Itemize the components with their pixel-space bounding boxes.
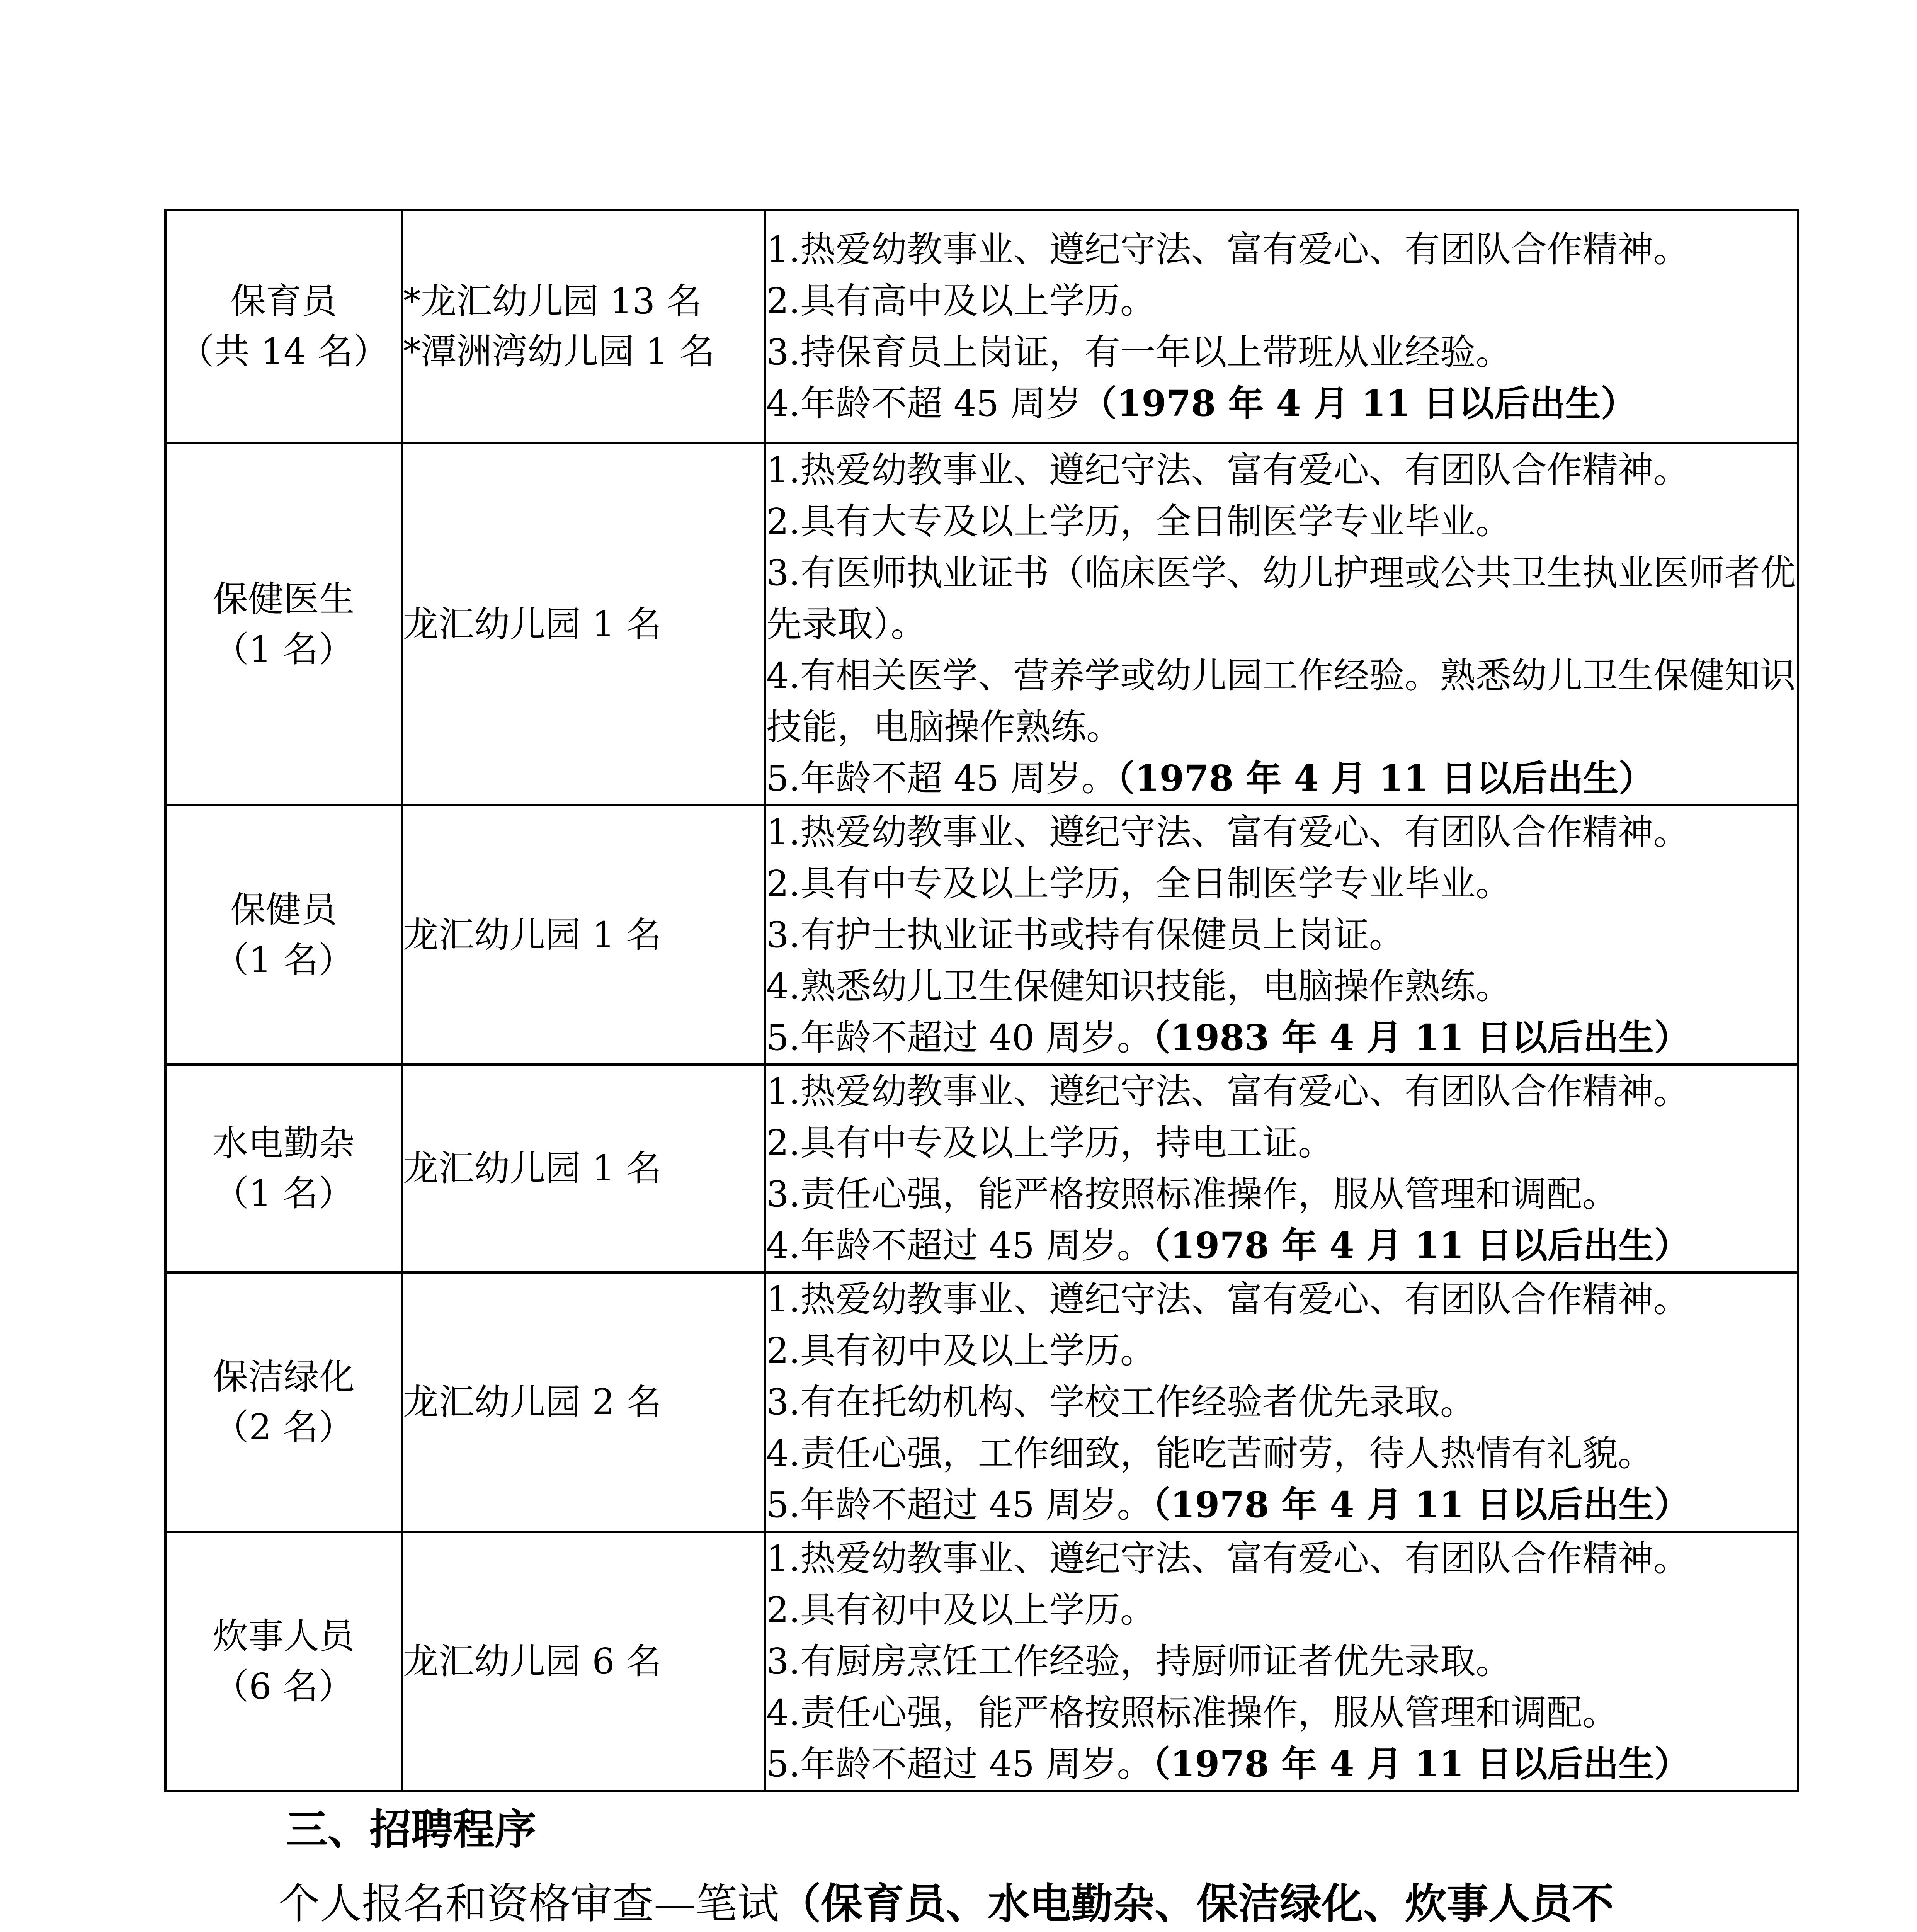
requirement-item [766,224,1797,275]
recruitment-flow-line1 [278,1875,1614,1932]
requirement-item [766,1533,1797,1584]
requirement-item [766,547,1797,650]
position-count: （6 名） [213,1665,354,1707]
requirement-item [766,1428,1797,1479]
requirement-text: 2.具有中专及以上学历，持电工证。 [766,1122,1334,1163]
requirement-text: 2.具有中专及以上学历，全日制医学专业毕业。 [766,863,1511,904]
unit-cell [402,1272,765,1532]
table-row [165,1065,1798,1272]
requirement-text: 2.具有初中及以上学历。 [766,1330,1156,1371]
requirement-item [766,1325,1797,1376]
unit-cell [402,805,765,1065]
requirement-item [766,275,1797,327]
requirement-text: 3.有在托幼机构、学校工作经验者优先录取。 [766,1381,1476,1423]
flow-bold-1: （保育员、水电勤杂、保洁绿化、炊事人员不 [779,1879,1614,1928]
position-count: （1 名） [213,939,354,981]
requirement-item [766,1738,1797,1790]
requirements-cell [765,1532,1798,1791]
requirement-birthdate: （1978 年 4 月 11 日以后出生） [1081,383,1636,424]
requirement-text: 4.熟悉幼儿卫生保健知识技能，电脑操作熟练。 [766,966,1511,1007]
unit-quota: 龙汇幼儿园 1 名 [403,1148,662,1189]
position-name: 水电勤杂 [212,1122,355,1164]
table-row [165,805,1798,1065]
position-name: 保健员 [230,889,337,930]
requirement-item [766,1479,1797,1531]
requirement-text: 5.年龄不超过 45 周岁。 [766,1484,1153,1526]
position-name: 保洁绿化 [212,1356,355,1398]
requirement-text: 1.热爱幼教事业、遵纪守法、富有爱心、有团队合作精神。 [766,229,1689,270]
requirement-item [766,1687,1797,1738]
requirement-item [766,496,1797,547]
unit-quota: *龙汇幼儿园 13 名 [403,281,702,322]
requirement-text: 4.年龄不超 45 周岁 [766,383,1082,424]
requirement-birthdate: （1983 年 4 月 11 日以后出生） [1152,1017,1690,1058]
requirement-birthdate: （1978 年 4 月 11 日以后出生） [1117,757,1654,799]
position-count: （1 名） [213,1173,354,1214]
requirement-item [766,753,1797,804]
table-row [165,1272,1798,1532]
requirement-text: 4.年龄不超过 45 周岁。 [766,1225,1153,1266]
requirement-text: 4.责任心强，工作细致，能吃苦耐劳，待人热情有礼貌。 [766,1433,1653,1474]
requirement-item [766,1376,1797,1428]
section3-heading: 三、招聘程序 [286,1805,537,1854]
unit-cell [402,1532,765,1791]
position-cell [165,443,402,805]
requirements-cell [765,210,1798,443]
requirement-text: 1.热爱幼教事业、遵纪守法、富有爱心、有团队合作精神。 [766,1071,1689,1112]
requirement-item [766,444,1797,496]
requirement-text: 3.有护士执业证书或持有保健员上岗证。 [766,914,1405,956]
positions-table [164,209,1799,1792]
unit-quota: *潭洲湾幼儿园 1 名 [403,331,715,372]
position-name: 保育员 [230,281,337,322]
requirement-text: 3.有厨房烹饪工作经验，持厨师证者优先录取。 [766,1641,1511,1682]
requirement-item [766,327,1797,378]
requirement-item [766,961,1797,1012]
requirement-birthdate: （1978 年 4 月 11 日以后出生） [1152,1484,1690,1526]
requirement-text: 1.热爱幼教事业、遵纪守法、富有爱心、有团队合作精神。 [766,1538,1689,1579]
requirement-text: 1.热爱幼教事业、遵纪守法、富有爱心、有团队合作精神。 [766,449,1689,491]
position-count: （1 名） [213,628,354,670]
position-cell [165,1272,402,1532]
position-cell [165,1065,402,1272]
requirement-item [766,1117,1797,1168]
requirement-item [766,1168,1797,1220]
position-cell [165,210,402,443]
requirement-text: 4.责任心强，能严格按照标准操作，服从管理和调配。 [766,1692,1618,1733]
requirement-text: 2.具有大专及以上学历，全日制医学专业毕业。 [766,501,1511,542]
unit-quota: 龙汇幼儿园 1 名 [403,603,662,645]
requirement-text: 5.年龄不超过 45 周岁。 [766,1743,1153,1785]
requirements-cell [765,1272,1798,1532]
requirements-cell [765,805,1798,1065]
requirement-text: 5.年龄不超 45 周岁。 [766,758,1117,799]
requirement-item [766,650,1797,753]
unit-cell [402,443,765,805]
requirement-text: 1.热爱幼教事业、遵纪守法、富有爱心、有团队合作精神。 [766,811,1689,853]
table-row [165,1532,1798,1791]
position-name: 炊事人员 [212,1615,355,1657]
requirement-item [766,378,1797,429]
flow-prefix: 个人报名和资格审查—笔试 [278,1880,779,1928]
unit-quota: 龙汇幼儿园 2 名 [403,1381,662,1423]
table-row [165,443,1798,805]
requirement-text: 1.热爱幼教事业、遵纪守法、富有爱心、有团队合作精神。 [766,1279,1689,1320]
unit-quota: 龙汇幼儿园 6 名 [403,1640,662,1682]
requirement-item [766,1636,1797,1687]
requirement-text: 3.有医师执业证书（临床医学、幼儿护理或公共卫生执业医师者优先录取）。 [766,552,1796,645]
requirement-item [766,1066,1797,1117]
position-count: （共 14 名） [179,331,389,372]
unit-cell [402,210,765,443]
requirement-text: 5.年龄不超过 40 周岁。 [766,1017,1153,1058]
requirement-item [766,1220,1797,1271]
unit-quota: 龙汇幼儿园 1 名 [403,914,662,956]
requirement-text: 3.责任心强，能严格按照标准操作，服从管理和调配。 [766,1173,1618,1215]
requirement-item [766,858,1797,909]
position-cell [165,805,402,1065]
requirements-cell [765,1065,1798,1272]
requirement-item [766,909,1797,961]
requirement-text: 3.持保育员上岗证，有一年以上带班从业经验。 [766,332,1511,373]
requirement-item [766,1012,1797,1063]
unit-cell [402,1065,765,1272]
requirement-birthdate: （1978 年 4 月 11 日以后出生） [1152,1743,1690,1785]
requirement-birthdate: （1978 年 4 月 11 日以后出生） [1152,1225,1690,1266]
table-row [165,210,1798,443]
requirement-item [766,1584,1797,1636]
requirement-text: 2.具有初中及以上学历。 [766,1589,1156,1631]
requirement-text: 4.有相关医学、营养学或幼儿园工作经验。熟悉幼儿卫生保健知识技能，电脑操作熟练。 [766,655,1796,748]
position-name: 保健医生 [212,578,355,620]
requirement-item [766,806,1797,858]
requirements-cell [765,443,1798,805]
requirement-item [766,1274,1797,1325]
positions-table-body [165,210,1798,1791]
requirement-text: 2.具有高中及以上学历。 [766,280,1156,321]
position-count: （2 名） [213,1406,354,1448]
position-cell [165,1532,402,1791]
